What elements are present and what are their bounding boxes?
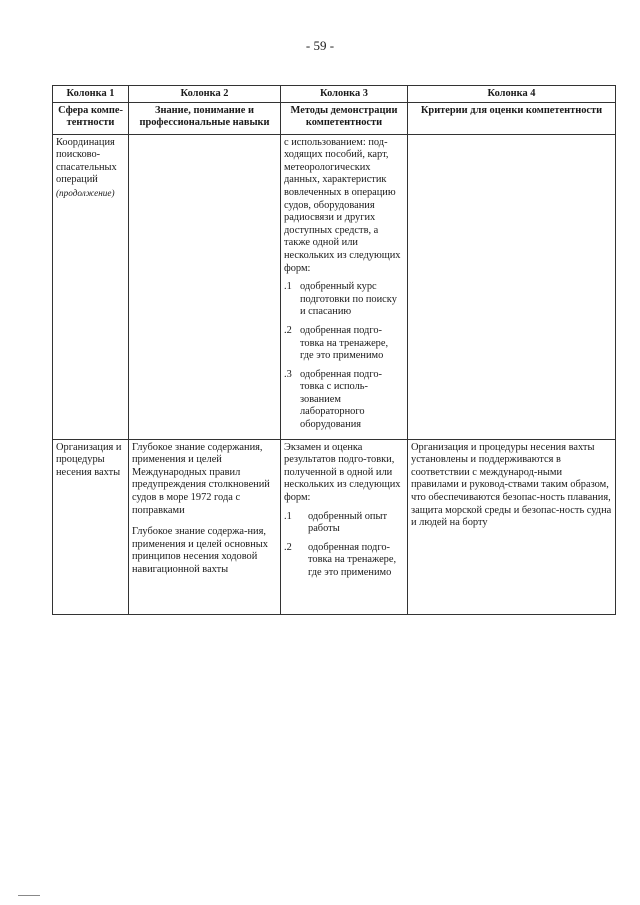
table-row	[53, 439, 616, 614]
header-evaluation-criteria: Критерии для оценки компетентности	[408, 102, 616, 134]
row1-criteria-cell	[408, 134, 616, 439]
list-item-text: одобренная подго-товка с исполь-зованием лабораторного оборудования	[300, 368, 382, 431]
list-item-text: одобренный опыт работы	[308, 510, 388, 535]
column-number-1: Колонка 1	[53, 86, 129, 103]
row2-knowledge-para-1: Глубокое знание содержания, применения и целей Международных правил предупреждения столкновений судов в море 1972 года с поправками	[132, 441, 270, 516]
column-number-4: Колонка 4	[408, 86, 616, 103]
column-number-2: Колонка 2	[129, 86, 281, 103]
list-item	[284, 511, 404, 536]
list-item-number: .1	[284, 510, 292, 522]
column-number-row	[53, 86, 616, 103]
row2-knowledge-cell	[129, 439, 281, 614]
row2-competence-cell: Организация и процедуры несения вахты	[53, 439, 129, 614]
header-knowledge: Знание, понимание и профессиональные навыки	[129, 102, 281, 134]
row2-methods-cell	[281, 439, 408, 614]
row2-knowledge-para-2: Глубокое знание содержа-ния, применения и целей основных принципов несения ходовой навигационной вахты	[132, 526, 268, 575]
row2-criteria-cell: Организация и процедуры несения вахты установлены и поддерживаются в соответствии с международ-ными правилами и руковод-ствами таким образом, что обеспечиваются безопас-ность плавания, защита морской среды и безопас-ность судна и людей на борту	[408, 439, 616, 614]
list-item	[284, 369, 404, 432]
competence-table	[52, 85, 616, 615]
list-item-number: .1	[284, 281, 292, 293]
list-item-number: .2	[284, 541, 292, 553]
row1-knowledge-cell	[129, 134, 281, 439]
list-item-number: .3	[284, 368, 292, 380]
list-item	[284, 281, 404, 319]
table-row	[53, 134, 616, 439]
list-item-text: одобренный курс подготовки по поиску и спасанию	[300, 281, 397, 318]
list-item	[284, 325, 404, 363]
row1-competence-text: Координация поисково-спасательных операций	[56, 136, 117, 186]
list-item-text: одобренная подго-товка на тренажере, где это применимо	[308, 541, 397, 578]
column-header-row	[53, 102, 616, 134]
list-item	[284, 542, 404, 580]
header-demonstration-methods: Методы демонстрации компетентности	[281, 102, 408, 134]
column-number-3: Колонка 3	[281, 86, 408, 103]
continuation-note: (продолжение)	[56, 187, 115, 198]
scan-mark	[18, 895, 40, 896]
row1-methods-cell	[281, 134, 408, 439]
page-number: - 59 -	[305, 38, 335, 53]
row1-methods-intro: с использованием: под-ходящих пособий, карт, метеорологических данных, характеристик вовлеченных в операцию судов, оборудования радиосвязи и других доступных средств, а также одной или нескольких из следующих форм:	[284, 136, 401, 274]
list-item-number: .2	[284, 324, 292, 336]
header-competence-area: Сфера компе-тентности	[53, 102, 129, 134]
row2-methods-intro: Экзамен и оценка результатов подго-товки, полученной в одной или нескольких из следующих форм:	[284, 441, 401, 503]
list-item-text: одобренная подго-товка на тренажере, где это применимо	[300, 324, 389, 362]
row1-competence-cell	[53, 134, 129, 439]
